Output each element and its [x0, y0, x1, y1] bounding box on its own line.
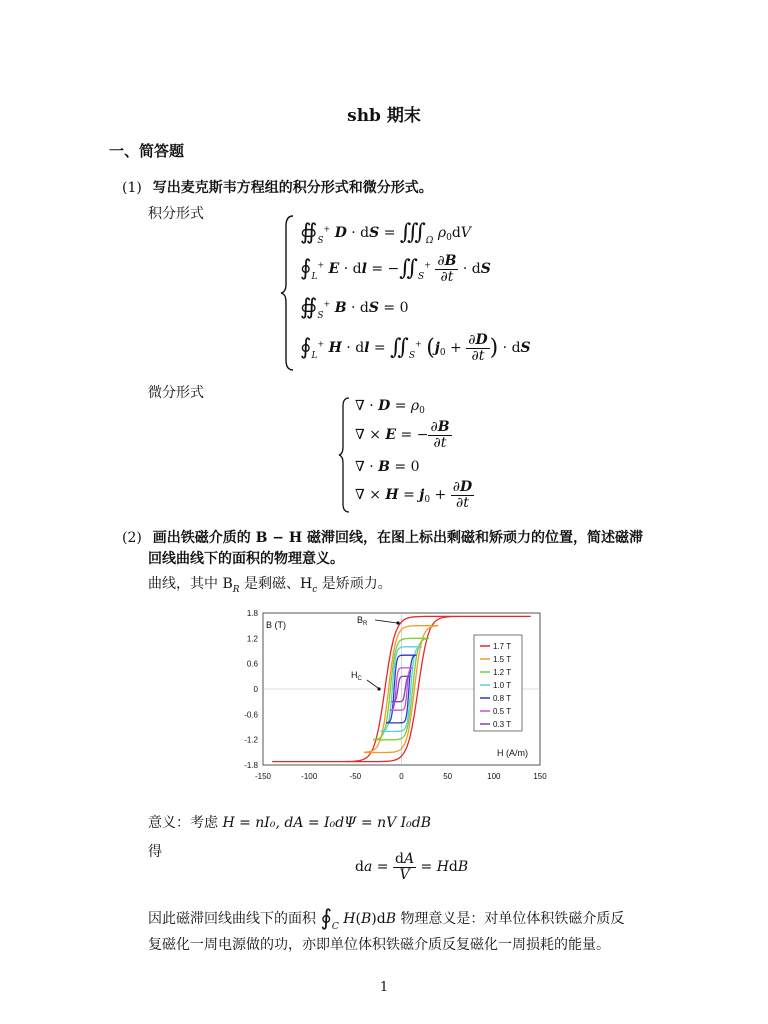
y-tick-label: 0.6 — [246, 659, 258, 669]
br-dot — [396, 621, 399, 624]
curve-text-mid: 是剩磁、H — [239, 576, 313, 592]
curve-text-sub2: c — [312, 584, 318, 595]
ampere-integral-equation: $∮_L^+$ H · dl = $∬_S^+$ ($j_0$ + $\frac{\partial D}{\partial t}$ ) · dS — [300, 332, 531, 364]
area-line2: 复磁化一周电源做的功，亦即单位体积铁磁介质反复磁化一周损耗的能量。 — [148, 937, 610, 953]
x-tick-label: 50 — [443, 772, 453, 781]
question-1 — [122, 177, 433, 197]
question-1-number: (1) — [122, 180, 142, 196]
div-d-equation: ∇ · $D = \rho_0$ — [355, 398, 425, 416]
legend-label: 0.3 T — [493, 720, 512, 729]
x-tick-label: 150 — [533, 772, 547, 781]
curve-text: 曲线，其中 B — [148, 576, 233, 592]
question-2 — [122, 527, 682, 547]
page-title: shb 期末 — [347, 106, 421, 126]
x-tick-label: -150 — [254, 772, 272, 781]
legend-label: 0.5 T — [493, 707, 512, 716]
question-1-prompt: 写出麦克斯韦方程组的积分形式和微分形式。 — [152, 180, 433, 196]
question-2-prompt-line1: 画出铁磁介质的 B − H 磁滞回线，在图上标出剩磁和矫顽力的位置，简述磁滞 — [152, 530, 644, 546]
y-tick-label: 1.2 — [246, 634, 258, 644]
contour-integral-symbol: ∮ — [320, 906, 332, 931]
y-tick-labels — [244, 609, 258, 770]
curl-h-equation: ∇ × $H = j_0$ + $\frac{\partial D}{\partial t}$ — [355, 479, 473, 511]
x-tick-label: -50 — [349, 772, 362, 781]
curve-description — [148, 573, 392, 595]
area-line1: 因此磁滞回线曲线下的面积 $∮_C$ H(B)dB 物理意义是：对单位体积铁磁介质反 — [148, 906, 625, 932]
curl-e-equation: ∇ × E = − $\frac{\partial B}{\partial t}$ — [355, 419, 450, 451]
da-equation: da = $\frac{dA}{V}$ = HdB — [355, 851, 469, 883]
legend-label: 1.2 T — [493, 668, 512, 677]
differential-form-label: 微分形式 — [148, 385, 204, 401]
integral-form-label: 积分形式 — [148, 206, 204, 222]
faraday-integral-equation: $∮_L^+$ E · dl = $-∬_S^+$ $\frac{\partial B}{\partial t}$ · dS — [300, 253, 491, 285]
br-letter: B — [357, 615, 364, 625]
legend-label: 1.7 T — [493, 642, 512, 651]
legend-label: 0.8 T — [493, 694, 512, 703]
hc-letter: H — [351, 670, 358, 680]
y-tick-label: -1.8 — [244, 761, 258, 770]
area-suffix: 物理意义是：对单位体积铁磁介质反 — [400, 911, 625, 927]
question-2-number: (2) — [122, 530, 142, 546]
meaning-prefix: 意义：考虑 — [148, 815, 223, 831]
gauss-magnetic-integral-equation: $∯_S^+$ B · dS = 0 — [300, 295, 409, 321]
y-tick-label: -0.6 — [244, 710, 258, 720]
hysteresis-chart — [225, 604, 555, 788]
chart-legend — [474, 635, 522, 731]
meaning-line — [148, 812, 431, 832]
legend-label: 1.5 T — [493, 655, 512, 664]
y-tick-label: 0 — [253, 685, 258, 694]
hc-sub: C — [357, 676, 362, 682]
y-tick-label: -1.2 — [244, 735, 258, 745]
x-tick-label: 0 — [399, 772, 404, 781]
legend-label: 1.0 T — [493, 681, 512, 690]
x-tick-label: 100 — [487, 772, 501, 781]
x-axis-label: H (A/m) — [497, 748, 528, 758]
section-heading: 一、简答题 — [109, 142, 185, 160]
hc-dot — [377, 687, 380, 690]
de-label: 得 — [148, 844, 162, 860]
br-sub: R — [363, 621, 368, 627]
y-axis-label: B (T) — [266, 620, 286, 630]
meaning-formula: H = nI₀, dA = I₀dΨ = nV I₀dB — [222, 815, 432, 831]
x-tick-labels — [255, 772, 547, 781]
x-tick-label: -100 — [301, 772, 318, 781]
differential-brace — [338, 396, 352, 514]
curve-text-sub: R — [232, 584, 240, 595]
area-prefix: 因此磁滞回线曲线下的面积 — [148, 911, 316, 927]
gauss-integral-equation: $∯_S^+$ D · dS = $∭_\Omega$ $\rho_0dV$ — [300, 220, 471, 246]
integral-brace — [280, 214, 296, 372]
question-2-prompt-line2: 回线曲线下的面积的物理意义。 — [148, 551, 344, 567]
page-number: 1 — [379, 980, 389, 995]
y-tick-label: 1.8 — [246, 609, 258, 618]
curve-text-end: 是矫顽力。 — [317, 576, 392, 592]
div-b-equation: ∇ · B = 0 — [355, 459, 420, 475]
